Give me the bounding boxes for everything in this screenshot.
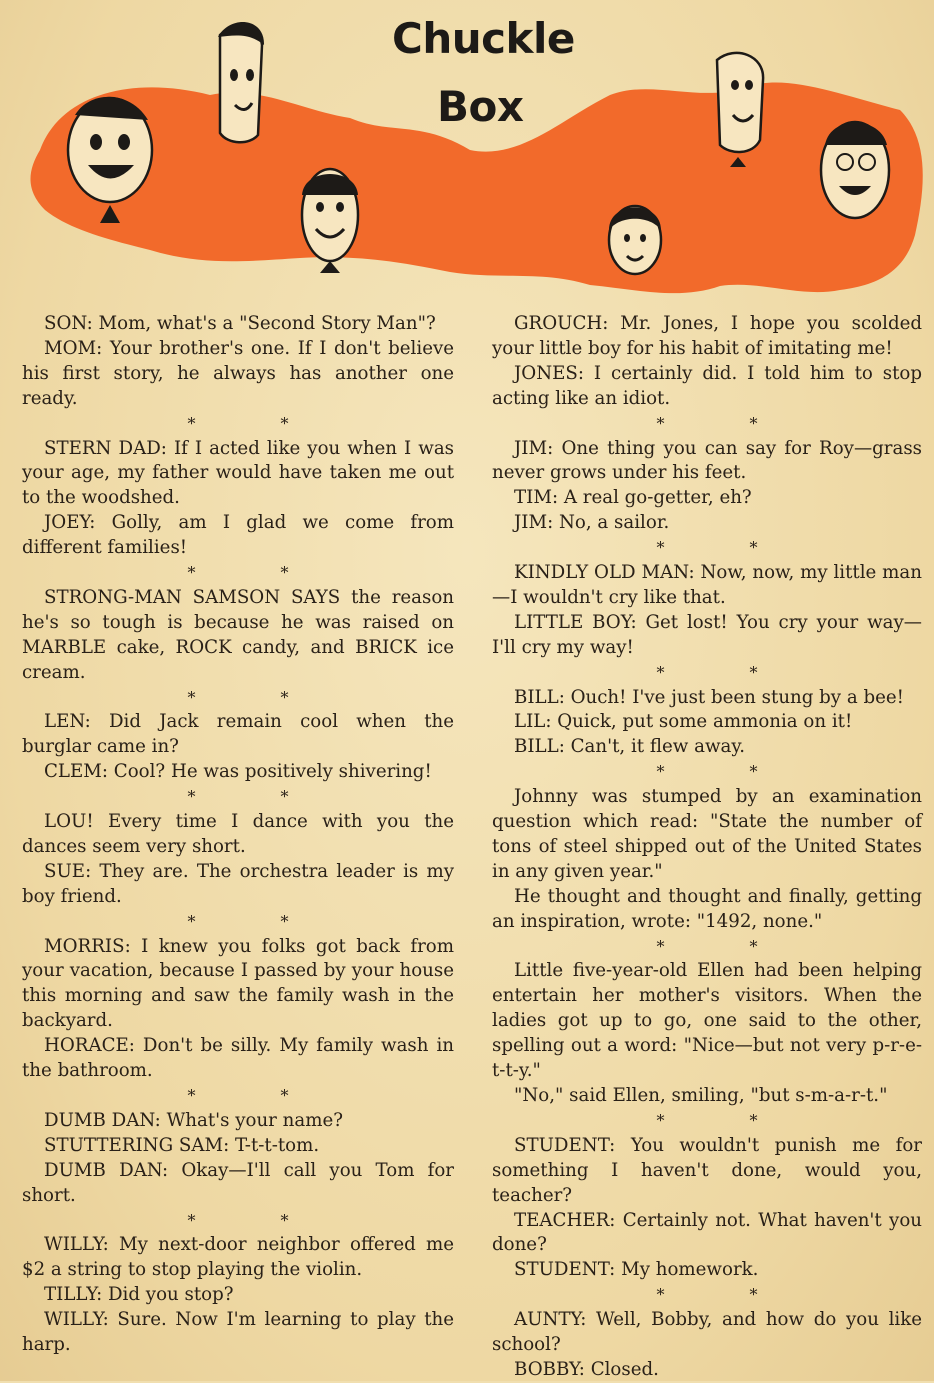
joke-paragraph: JONES: I certainly did. I told him to stop acting like an idiot. [492, 362, 922, 409]
joke-paragraph: TIM: A real go-getter, eh? [514, 487, 752, 509]
joke-paragraph: GROUCH: Mr. Jones, I hope you scolded your little boy for his habit of imitating me! [492, 313, 922, 359]
joke-paragraph: Johnny was stumped by an examination question which read: "State the number of tons of steel shipped out of the United States in any given year." [492, 786, 922, 882]
joke-paragraph: "No," said Ellen, smiling, "but s-m-a-r-t." [514, 1085, 888, 1107]
joke-paragraph: TEACHER: Certainly not. What haven't you done? [492, 1209, 922, 1256]
joke-paragraph: TILLY: Did you stop? [44, 1284, 234, 1306]
joke-separator: * * [656, 538, 798, 558]
joke-paragraph: WILLY: My next-door neighbor offered me $2 a string to stop playing the violin. [22, 1234, 454, 1281]
joke-paragraph: JIM: One thing you can say for Roy—grass never grows under his feet. [492, 437, 922, 484]
joke-separator: * * [656, 1110, 798, 1130]
joke-paragraph: LITTLE BOY: Get lost! You cry your way—I'll cry my way! [492, 611, 922, 658]
joke-paragraph: HORACE: Don't be silly. My family wash in the bathroom. [22, 1035, 454, 1082]
joke-separator: * * [187, 1210, 329, 1230]
joke-paragraph: LIL: Quick, put some ammonia on it! [514, 711, 853, 733]
joke-paragraph: AUNTY: Well, Bobby, and how do you like school? [492, 1309, 922, 1356]
joke-separator: * * [656, 662, 798, 682]
joke-separator: * * [656, 1285, 798, 1305]
joke-separator: * * [187, 911, 329, 931]
joke-separator: * * [187, 787, 329, 807]
joke-paragraph: MOM: Your brother's one. If I don't believe his first story, he always has another one ready. [22, 337, 454, 409]
joke-separator: * * [187, 687, 329, 707]
joke-paragraph: SUE: They are. The orchestra leader is my boy friend. [22, 860, 454, 907]
joke-paragraph: MORRIS: I knew you folks got back from your vacation, because I passed by your house this morning and saw the family wash in the backyard. [22, 935, 454, 1032]
joke-separator: * * [187, 413, 329, 433]
joke-paragraph: He thought and thought and finally, getting an inspiration, wrote: "1492, none." [492, 885, 922, 932]
joke-paragraph: STERN DAD: If I acted like you when I was your age, my father would have taken me out to the woodshed. [22, 437, 454, 509]
joke-paragraph: BOBBY: Closed. [514, 1358, 659, 1380]
joke-paragraph: STUDENT: You wouldn't punish me for something I haven't done, would you, teacher? [492, 1134, 922, 1206]
joke-paragraph: JIM: No, a sailor. [514, 512, 670, 534]
joke-paragraph: LEN: Did Jack remain cool when the burglar came in? [22, 711, 454, 758]
joke-paragraph: BILL: Ouch! I've just been stung by a bee! [514, 686, 904, 708]
left-column [22, 312, 454, 1358]
joke-separator: * * [656, 762, 798, 782]
joke-paragraph: DUMB DAN: Okay—I'll call you Tom for short. [22, 1159, 454, 1206]
joke-paragraph: STUDENT: My homework. [514, 1259, 759, 1281]
joke-paragraph: JOEY: Golly, am I glad we come from different families! [22, 512, 454, 559]
joke-separator: * * [656, 936, 798, 956]
joke-paragraph: DUMB DAN: What's your name? [44, 1109, 343, 1131]
page-title-line-1: Chuckle [392, 14, 575, 63]
face-top-woman-icon [218, 22, 264, 142]
joke-paragraph: BILL: Can't, it flew away. [514, 736, 746, 758]
page-title-line-2: Box [437, 82, 524, 131]
face-far-right-icon [821, 122, 889, 218]
joke-separator: * * [187, 563, 329, 583]
joke-paragraph: WILLY: Sure. Now I'm learning to play the harp. [22, 1309, 454, 1356]
joke-separator: * * [187, 1086, 329, 1106]
joke-paragraph: CLEM: Cool? He was positively shivering! [44, 761, 432, 783]
joke-paragraph: KINDLY OLD MAN: Now, now, my little man—I wouldn't cry like that. [492, 562, 922, 608]
joke-paragraph: SON: Mom, what's a "Second Story Man"? [44, 313, 436, 334]
joke-paragraph: Little five-year-old Ellen had been helping entertain her mother's visitors. When the ladies got up to go, one said to the other, spelling out a word: "Nice—but not very p-r-e-t-t-y." [492, 960, 922, 1082]
joke-paragraph: STRONG-MAN SAMSON SAYS the reason he's so tough is because he was raised on MARBLE cake, ROCK candy, and BRICK ice cream. [22, 586, 454, 683]
joke-separator: * * [656, 413, 798, 433]
joke-paragraph: STUTTERING SAM: T-t-t-tom. [44, 1134, 320, 1156]
face-lower-right-woman-icon [609, 206, 661, 274]
joke-paragraph: LOU! Every time I dance with you the dances seem very short. [22, 811, 454, 857]
right-column [492, 312, 922, 1383]
